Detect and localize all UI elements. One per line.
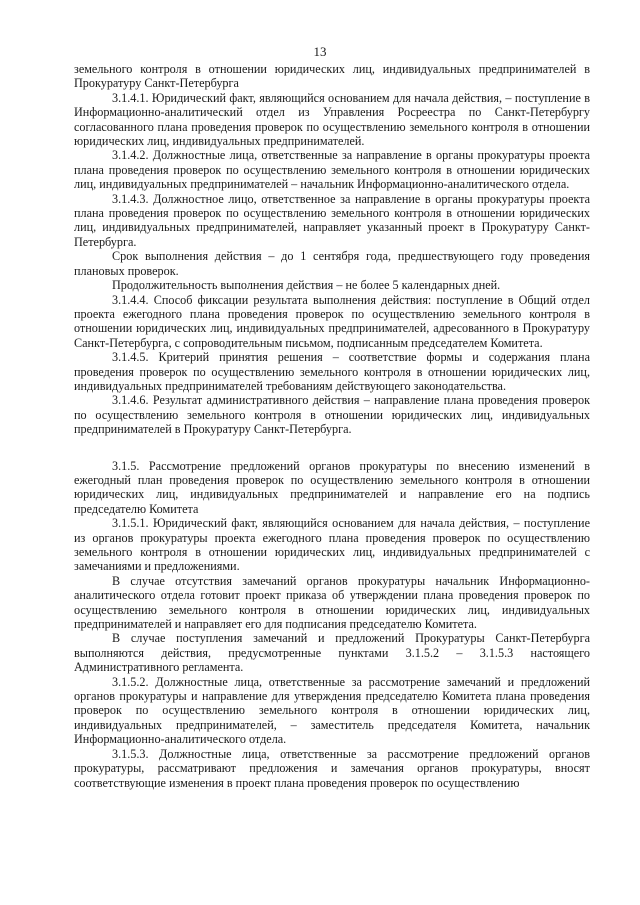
paragraph-with-remarks: В случае поступления замечаний и предложений Прокуратуры Санкт-Петербурга выполняются действия, предусмотренные пунктами 3.1.5.2 – 3.1.5.3 настоящего Административного регламента. (74, 631, 590, 675)
paragraph-continuation: земельного контроля в отношении юридических лиц, индивидуальных предпринимателей в Прокуратуру Санкт-Петербурга (74, 62, 590, 91)
paragraph-3-1-4-6: 3.1.4.6. Результат административного действия – направление плана проведения проверок по осуществлению земельного контроля в отношении юридических лиц, индивидуальных предпринимателей в Прокуратуру Санкт-Петербурга. (74, 393, 590, 437)
paragraph-no-remarks: В случае отсутствия замечаний органов прокуратуры начальник Информационно-аналитического отдела готовит проект приказа об утверждении плана проведения проверок по осуществлению земельного контроля в отношении юридических лиц, индивидуальных предпринимателей и направляет его для подписания председателю Комитета. (74, 573, 590, 632)
paragraph-3-1-4-2: 3.1.4.2. Должностные лица, ответственные за направление в органы прокуратуры проекта плана проведения проверок по осуществлению земельного контроля в отношении юридических лиц, индивидуальных предпринимателей – начальник Информационно-аналитического отдела. (74, 148, 590, 192)
page-number: 13 (313, 44, 327, 59)
paragraph-3-1-4-4: 3.1.4.4. Способ фиксации результата выполнения действия: поступление в Общий отдел проекта ежегодного плана проведения проверок по осуществлению земельного контроля в отношении юридических лиц, индивидуальных предпринимателей, адресованного в Прокуратуру Санкт-Петербурга, с сопроводительным письмом, подписанным председателем Комитета. (74, 292, 590, 350)
document-body (74, 62, 590, 790)
paragraph-3-1-5-3: 3.1.5.3. Должностные лица, ответственные за рассмотрение предложений органов прокуратуры, рассматривают предложения и замечания органов прокуратуры, вносят соответствующие изменения в проект плана проведения проверок по осуществлению (74, 746, 590, 790)
section-gap (74, 437, 590, 459)
paragraph-3-1-4-5: 3.1.4.5. Критерий принятия решения – соответствие формы и содержания плана проведения проверок по осуществлению земельного контроля в отношении юридических лиц, индивидуальных предпринимателей требованиям действующего законодательства. (74, 350, 590, 393)
paragraph-duration: Продолжительность выполнения действия – не более 5 календарных дней. (112, 278, 501, 293)
paragraph-3-1-4-1: 3.1.4.1. Юридический факт, являющийся основанием для начала действия, – поступление в Информационно-аналитический отдел из Управления Росреестра по Санкт-Петербургу согласованного плана проведения проверок по осуществлению земельного контроля в отношении юридических лиц, индивидуальных предпринимателей. (74, 90, 590, 149)
paragraph-3-1-5: 3.1.5. Рассмотрение предложений органов прокуратуры по внесению изменений в ежегодный план проведения проверок по осуществлению земельного контроля в отношении юридических лиц, индивидуальных предпринимателей и направление его на подпись председателю Комитета (74, 458, 590, 516)
paragraph-3-1-5-2: 3.1.5.2. Должностные лица, ответственные за рассмотрение замечаний и предложений органов прокуратуры и направление для утверждения председателю Комитета плана проведения проверок по осуществлению земельного контроля в отношении юридических лиц, индивидуальных предпринимателей, – заместитель председателя Комитета, начальник Информационно-аналитического отдела. (74, 674, 590, 747)
paragraph-deadline: Срок выполнения действия – до 1 сентября года, предшествующего году проведения плановых проверок. (74, 249, 590, 278)
paragraph-3-1-5-1: 3.1.5.1. Юридический факт, являющийся основанием для начала действия, – поступление из органов прокуратуры проекта ежегодного плана проведения проверок по осуществлению земельного контроля в отношении юридических лиц, индивидуальных предпринимателей с замечаниями и предложениями. (74, 516, 590, 574)
paragraph-3-1-4-3: 3.1.4.3. Должностное лицо, ответственное за направление в органы прокуратуры проекта плана проведения проверок по осуществлению земельного контроля в отношении юридических лиц, индивидуальных предпринимателей, направляет указанный проект в Прокуратуру Санкт-Петербурга. (74, 191, 590, 249)
